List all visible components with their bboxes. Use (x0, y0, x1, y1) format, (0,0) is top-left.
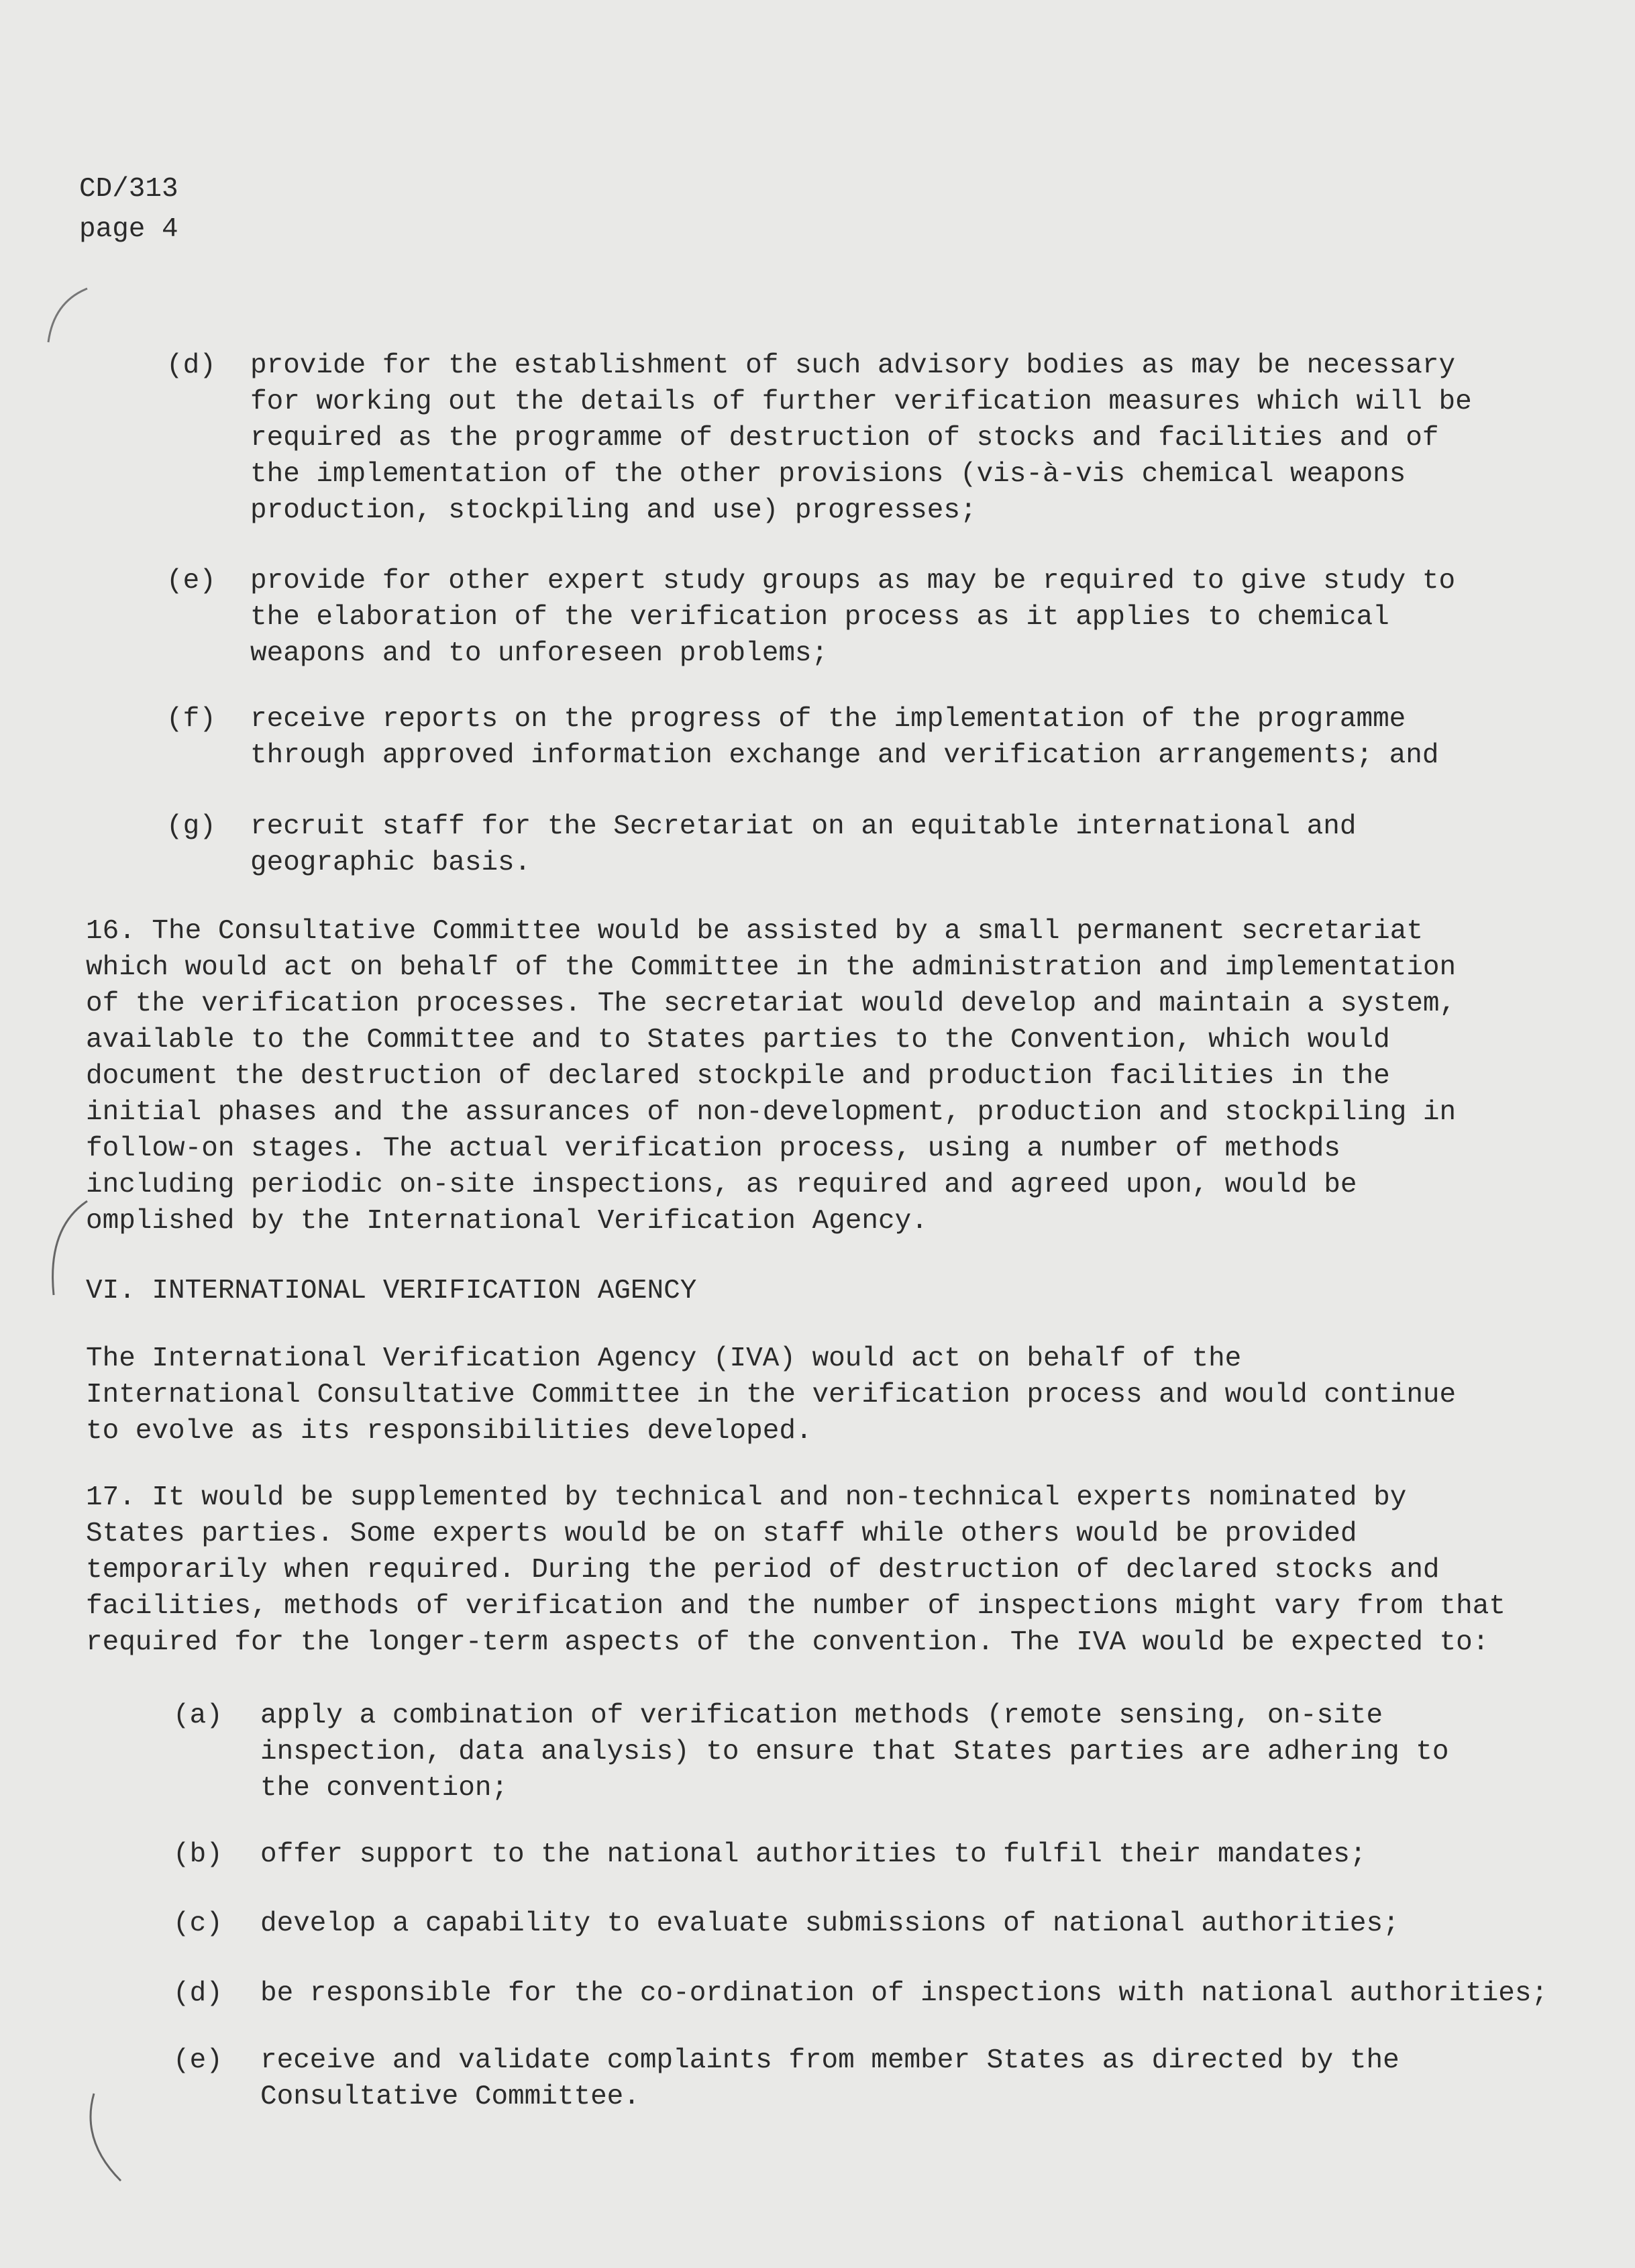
paragraph-iva-intro: The International Verification Agency (IVA) would act on behalf of the International Consultative Committee in the verification process and would continue to evolve as its responsibilities developed. (86, 1343, 1457, 1447)
list-item-text: be responsible for the co-ordination of inspections with national authorities; (260, 1978, 1548, 2009)
list-marker: (c) (173, 1908, 223, 1939)
list-marker: (b) (173, 1839, 223, 1870)
list-marker: (e) (173, 2045, 223, 2076)
list-item-text: provide for the establishment of such advisory bodies as may be necessary for working out the details of further verification measures which will be required as the programme of destruction of stocks and facilities and of the implementation of the other provisions (vis-à-vis chemical weapons production, stockpiling and use) progresses; (250, 350, 1472, 526)
section-heading-iva: VI. INTERNATIONAL VERIFICATION AGENCY (86, 1276, 697, 1306)
list-marker: (d) (166, 350, 216, 381)
list-item-text: offer support to the national authorities to fulfil their mandates; (260, 1839, 1367, 1870)
list-item-text: receive reports on the progress of the implementation of the programme through approved information exchange and verification arrangements; and (250, 704, 1439, 771)
list-item-text: provide for other expert study groups as may be required to give study to the elaboration of the verification process as it applies to chemical weapons and to unforeseen problems; (250, 566, 1456, 669)
list-marker: (g) (166, 811, 216, 842)
document-reference: CD/313 (79, 174, 178, 205)
list-item-text: receive and validate complaints from member States as directed by the Consultative Committee. (260, 2045, 1400, 2112)
list-marker: (a) (173, 1700, 223, 1731)
list-item-text: apply a combination of verification methods (remote sensing, on-site inspection, data analysis) to ensure that States parties are adhering to the convention; (260, 1700, 1449, 1804)
punch-hole-mark-bottom (67, 2087, 134, 2187)
page-header (79, 169, 178, 250)
punch-hole-mark-middle (40, 1194, 94, 1315)
page-number: page 4 (79, 214, 178, 245)
list-item-text: recruit staff for the Secretariat on an equitable international and geographic basis. (250, 811, 1357, 878)
punch-hole-mark-top (40, 275, 94, 396)
paragraph-16: 16. The Consultative Committee would be assisted by a small permanent secretariat which would act on behalf of the Committee in the administration and implementation of the verification processes. The secretariat would develop and maintain a system, available to the Committee and to States parties to the Convention, which would document the destruction of declared stockpile and production facilities in the initial phases and the assurances of non-development, production and stockpiling in follow-on stages. The actual verification process, using a number of methods including periodic on-site inspections, as required and agreed upon, would be omplished by the International Verification Agency. (86, 916, 1457, 1237)
list-marker: (e) (166, 566, 216, 597)
list-marker: (d) (173, 1978, 223, 2009)
list-marker: (f) (166, 704, 216, 735)
list-item-text: develop a capability to evaluate submissions of national authorities; (260, 1908, 1400, 1939)
paragraph-17: 17. It would be supplemented by technical and non-technical experts nominated by States parties. Some experts would be on staff while others would be provided temporarily when required. During the period of destruction of declared stocks and facilities, methods of verification and the number of inspections might vary from that required for the longer-term aspects of the convention. The IVA would be expected to: (86, 1482, 1506, 1658)
